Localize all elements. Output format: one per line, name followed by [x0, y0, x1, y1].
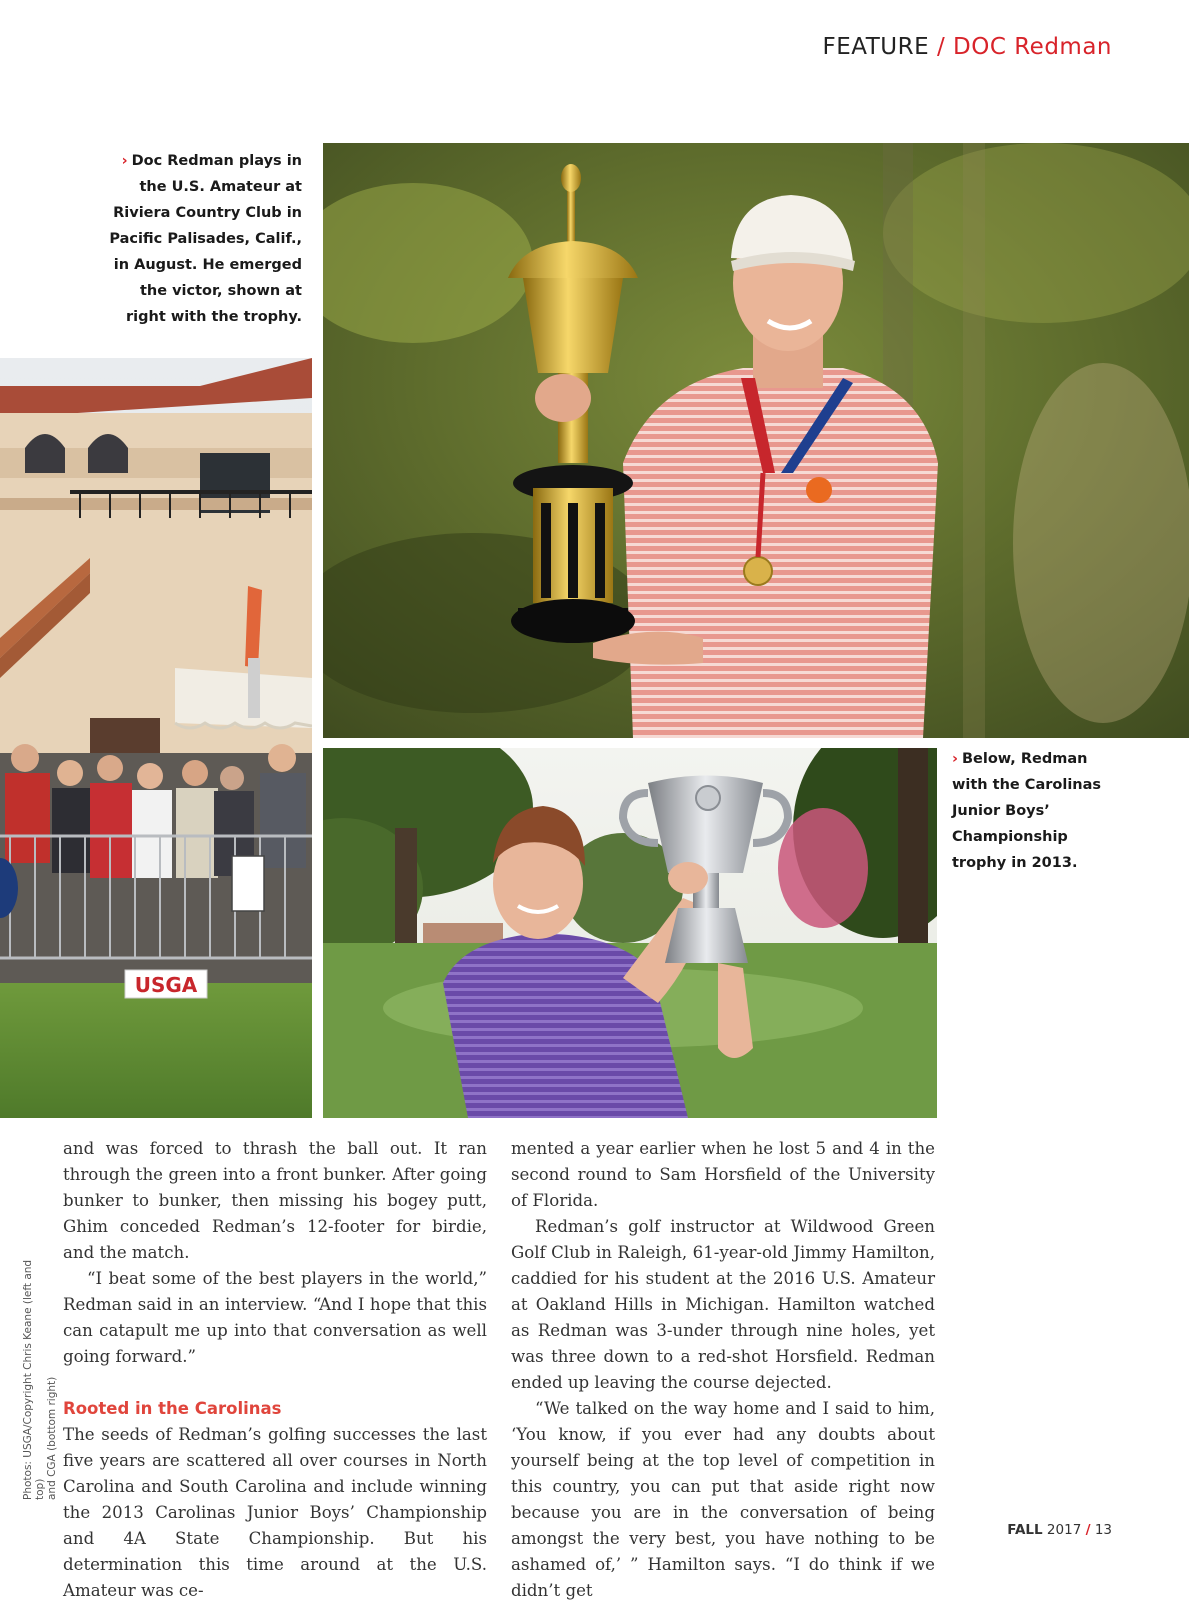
page-footer — [1007, 1522, 1112, 1538]
caption-top — [100, 148, 302, 330]
photo-credit-line: and CGA (bottom right) — [46, 1376, 58, 1500]
article-paragraph: and was forced to thrash the ball out. It ran through the green into a front bunker. After going bunker to bunker, then missing his bogey putt, Ghim conceded Redman’s 12-footer for birdie, and the match. — [63, 1139, 487, 1262]
photo-credit — [22, 1250, 58, 1500]
article-paragraph: “I beat some of the best players in the world,” Redman said in an interview. “And I hope that this can catapult me up into that conversation as well going forward.” — [63, 1269, 487, 1366]
chevron-right-icon: › — [952, 751, 958, 767]
article-column-right — [511, 1136, 935, 1604]
article-paragraph: The seeds of Redman’s golfing successes the last five years are scattered all over courses in North Carolina and South Carolina and include winning the 2013 Carolinas Junior Boys’ Championship and 4A State Championship. But his determination this time around at the U.S. Amateur was ce- — [63, 1425, 487, 1600]
article-column-left — [63, 1136, 487, 1604]
caption-top-text: Doc Redman plays in the U.S. Amateur at Riviera Country Club in Pacific Palisades, Calif., in August. He emerged the victor, shown at right with the trophy. — [109, 153, 302, 325]
header-separator: / — [936, 34, 946, 60]
caption-bottom — [952, 746, 1122, 876]
photo-redman-us-amateur-trophy — [323, 143, 1189, 738]
photo-credit-line: Photos: USGA/Copyright Chris Keane (left and top) — [22, 1259, 46, 1500]
footer-year: 2017 — [1046, 1522, 1082, 1538]
photo-redman-carolinas-junior-trophy — [323, 748, 937, 1118]
article-paragraph: Redman’s golf instructor at Wildwood Green Golf Club in Raleigh, 61-year-old Jimmy Hamilton, caddied for his student at the 2016 U.S. Amateur at Oakland Hills in Michigan. Hamilton watched as Redman was 3-under through nine holes, yet was three down to a red-shot Horsfield. Redman ended up leaving the course dejected. — [511, 1217, 935, 1392]
article-paragraph: “We talked on the way home and I said to him, ‘You know, if you ever had any doubts about yourself being at the top level of competition in this country, you can put that aside right now because you are in the conversation of being amongst the very best, you have nothing to be ashamed of,’ ” Hamilton says. “I do think if we didn’t get — [511, 1399, 935, 1600]
caption-bottom-text: Below, Redman with the Carolinas Junior Boys’ Championship trophy in 2013. — [952, 751, 1102, 871]
header-section: FEATURE — [822, 34, 930, 60]
footer-separator: / — [1085, 1522, 1091, 1538]
usga-sign-text: USGA — [134, 973, 198, 997]
article-paragraph: mented a year earlier when he lost 5 and 4 in the second round to Sam Horsfield of the University of Florida. — [511, 1139, 935, 1210]
header-subject: DOC Redman — [953, 34, 1112, 60]
photo-clubhouse-crowd — [0, 358, 312, 1118]
chevron-right-icon: › — [121, 153, 128, 169]
page-number: 13 — [1094, 1522, 1112, 1538]
section-subhead: Rooted in the Carolinas — [63, 1399, 282, 1418]
footer-season: FALL — [1007, 1522, 1043, 1538]
page-header — [823, 34, 1112, 60]
